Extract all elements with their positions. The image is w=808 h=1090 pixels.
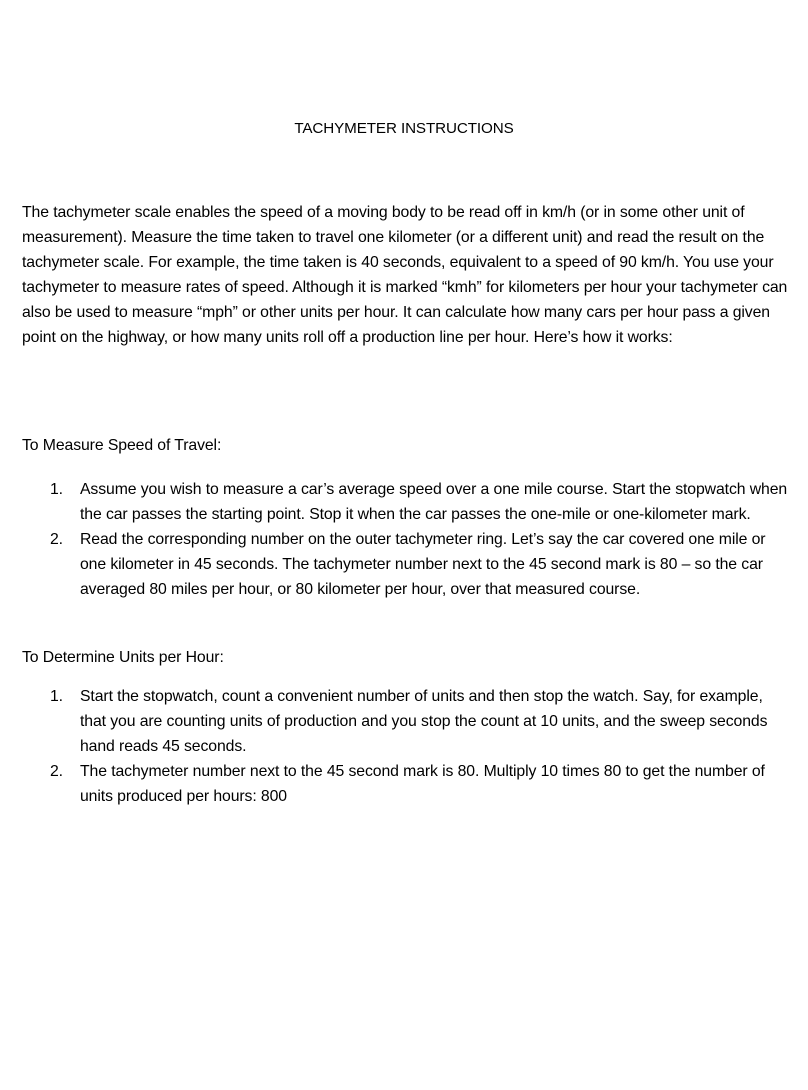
list-item — [0, 527, 788, 602]
list-item-text: Read the corresponding number on the outer tachymeter ring. Let’s say the car covered one mile or one kilometer in 45 seconds. The tachymeter number next to the 45 second mark is 80 – so the car averaged 80 miles per hour, or 80 kilometer per hour, over that measured course. — [80, 531, 766, 598]
list-item-number: 2. — [50, 531, 63, 548]
list-item-number: 1. — [50, 688, 63, 705]
section-heading-units: To Determine Units per Hour: — [22, 649, 224, 666]
list-item — [0, 759, 788, 809]
list-item-text: Assume you wish to measure a car’s average speed over a one mile course. Start the stopwatch when the car passes the starting point. Stop it when the car passes the one-mile or one-kilometer mark. — [80, 481, 788, 523]
intro-paragraph: The tachymeter scale enables the speed of a moving body to be read off in km/h (or in some other unit of measurement). Measure the time taken to travel one kilometer (or a different unit) and read the result on the tachymeter scale. For example, the time taken is 40 seconds, equivalent to a speed of 90 km/h. You use your tachymeter to measure rates of speed. Although it is marked “kmh” for kilometers per hour your tachymeter can also be used to measure “mph” or other units per hour. It can calculate how many cars per hour pass a given point on the highway, or how many units roll off a production line per hour. Here’s how it works: — [22, 204, 788, 346]
list-item-text: The tachymeter number next to the 45 second mark is 80. Multiply 10 times 80 to get the number of units produced per hours: 800 — [80, 763, 765, 805]
units-steps-list — [0, 684, 808, 809]
list-item — [0, 477, 788, 527]
list-item-number: 1. — [50, 481, 63, 498]
list-item — [0, 684, 788, 759]
document-title: TACHYMETER INSTRUCTIONS — [294, 120, 514, 137]
list-item-text: Start the stopwatch, count a convenient number of units and then stop the watch. Say, for example, that you are counting units of production and you stop the count at 10 units, and the sweep seconds hand reads 45 seconds. — [80, 688, 768, 755]
speed-steps-list — [0, 477, 808, 602]
list-item-number: 2. — [50, 763, 63, 780]
section-heading-speed: To Measure Speed of Travel: — [22, 437, 222, 454]
